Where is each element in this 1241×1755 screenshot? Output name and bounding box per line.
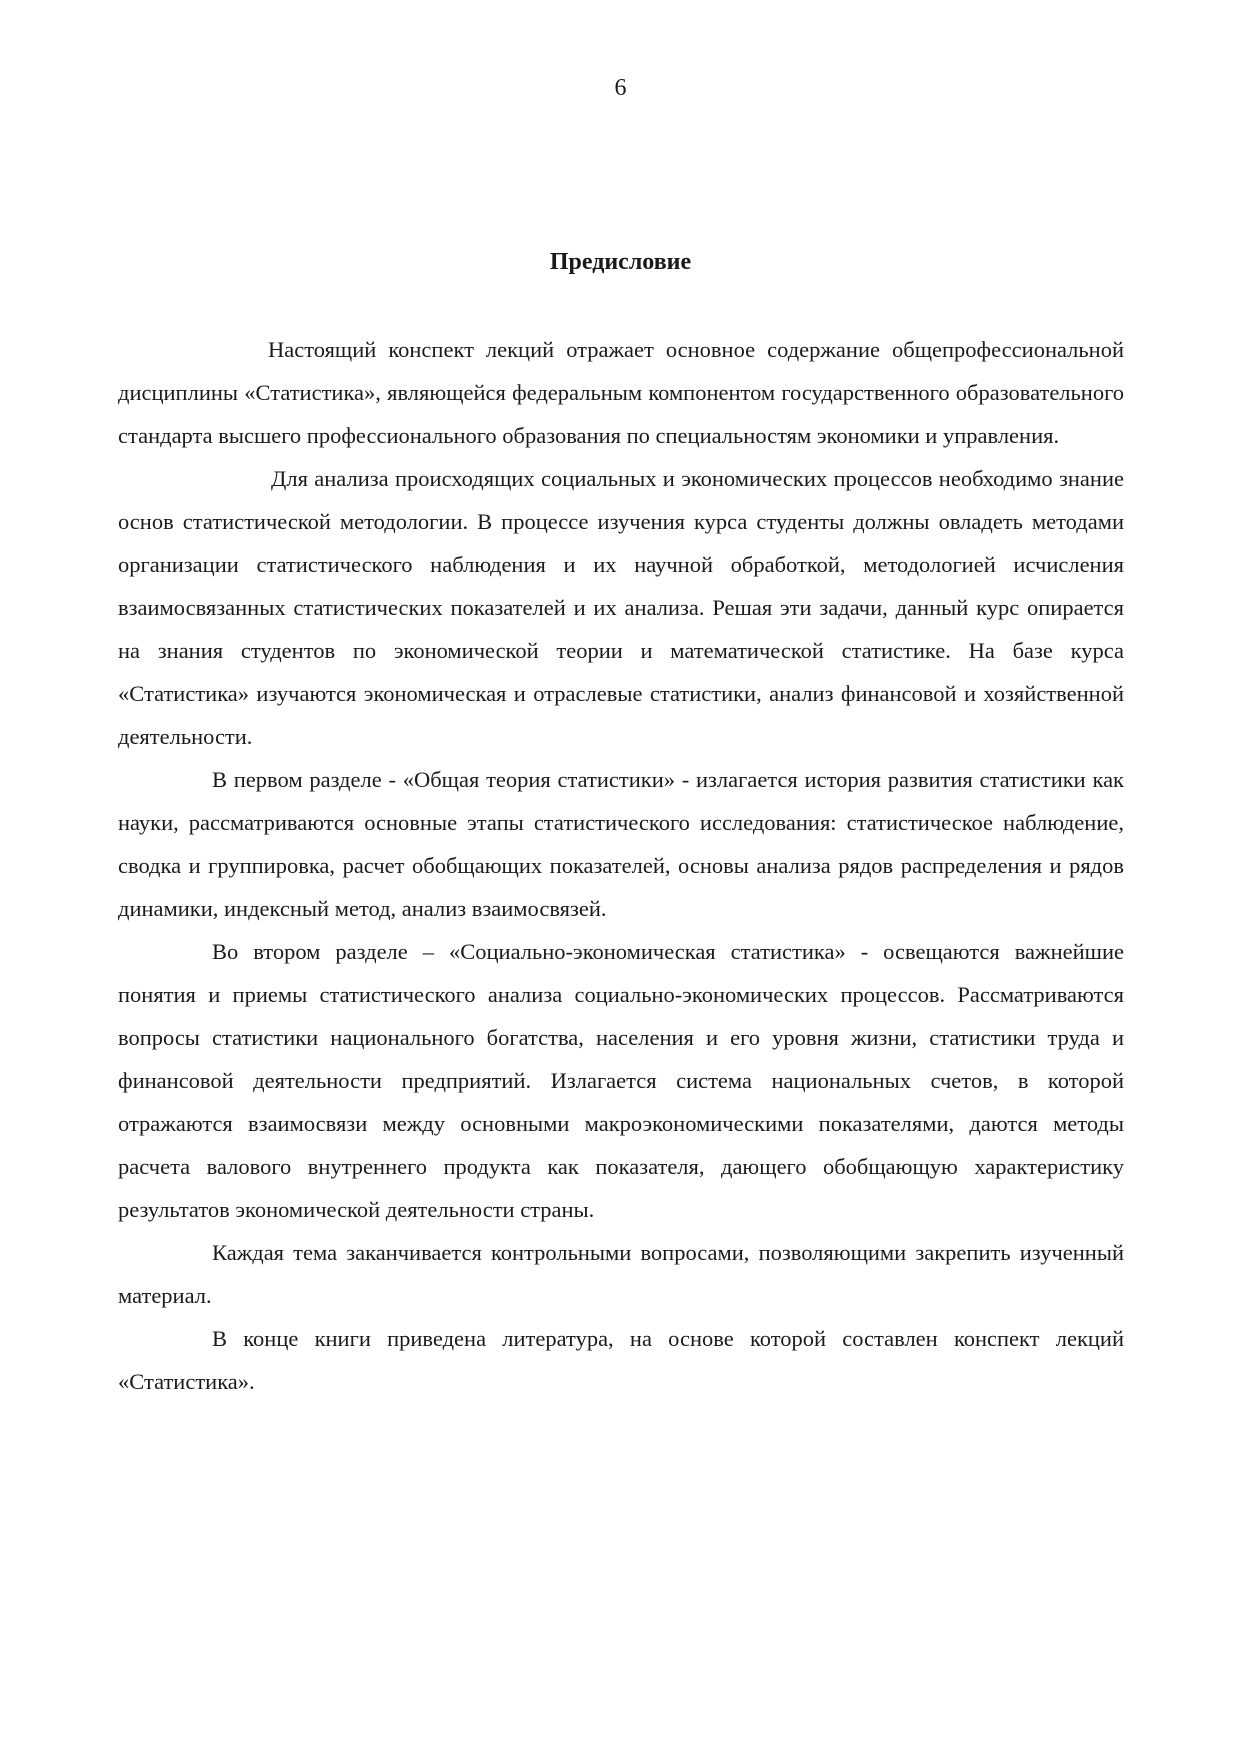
paragraph-section-one: В первом разделе - «Общая теория статистики» - излагается история развития статистики как науки, рассматриваются основные этапы статистического исследования: статистическое наблюдение, сводка и группировка, расчет обобщающих показателей, основы анализа рядов распределения и рядов динамики, индексный метод, анализ взаимосвязей. bbox=[118, 767, 1124, 921]
paragraph-control-questions: Каждая тема заканчивается контрольными вопросами, позволяющими закрепить изученный материал. bbox=[118, 1240, 1124, 1308]
paragraph-section-two: Во втором разделе – «Социально-экономическая статистика» - освещаются важнейшие понятия и приемы статистического анализа социально-экономических процессов. Рассматриваются вопросы статистики национального богатства, населения и его уровня жизни, статистики труда и финансовой деятельности предприятий. Излагается система национальных счетов, в которой отражаются взаимосвязи между основными макроэкономическими показателями, даются методы расчета валового внутреннего продукта как показателя, дающего обобщающую характеристику результатов экономической деятельности страны. bbox=[118, 939, 1124, 1222]
paragraph-methodology: Для анализа происходящих социальных и экономических процессов необходимо знание основ статистической методологии. В процессе изучения курса студенты должны овладеть методами организации статистического наблюдения и их научной обработкой, методологией исчисления взаимосвязанных статистических показателей и их анализа. Решая эти задачи, данный курс опирается на знания студентов по экономической теории и математической статистике. На базе курса «Статистика» изучаются экономическая и отраслевые статистики, анализ финансовой и хозяйственной деятельности. bbox=[118, 466, 1124, 749]
paragraph-literature: В конце книги приведена литература, на основе которой составлен конспект лекций «Статистика». bbox=[118, 1326, 1124, 1394]
page-number: 6 bbox=[614, 75, 627, 101]
page-title: Предисловие bbox=[549, 249, 692, 275]
body-text bbox=[118, 328, 1124, 1403]
paragraph-intro: Настоящий конспект лекций отражает основное содержание общепрофессиональной дисциплины «Статистика», являющейся федеральным компонентом государственного образовательного стандарта высшего профессионального образования по специальностям экономики и управления. bbox=[118, 337, 1124, 448]
